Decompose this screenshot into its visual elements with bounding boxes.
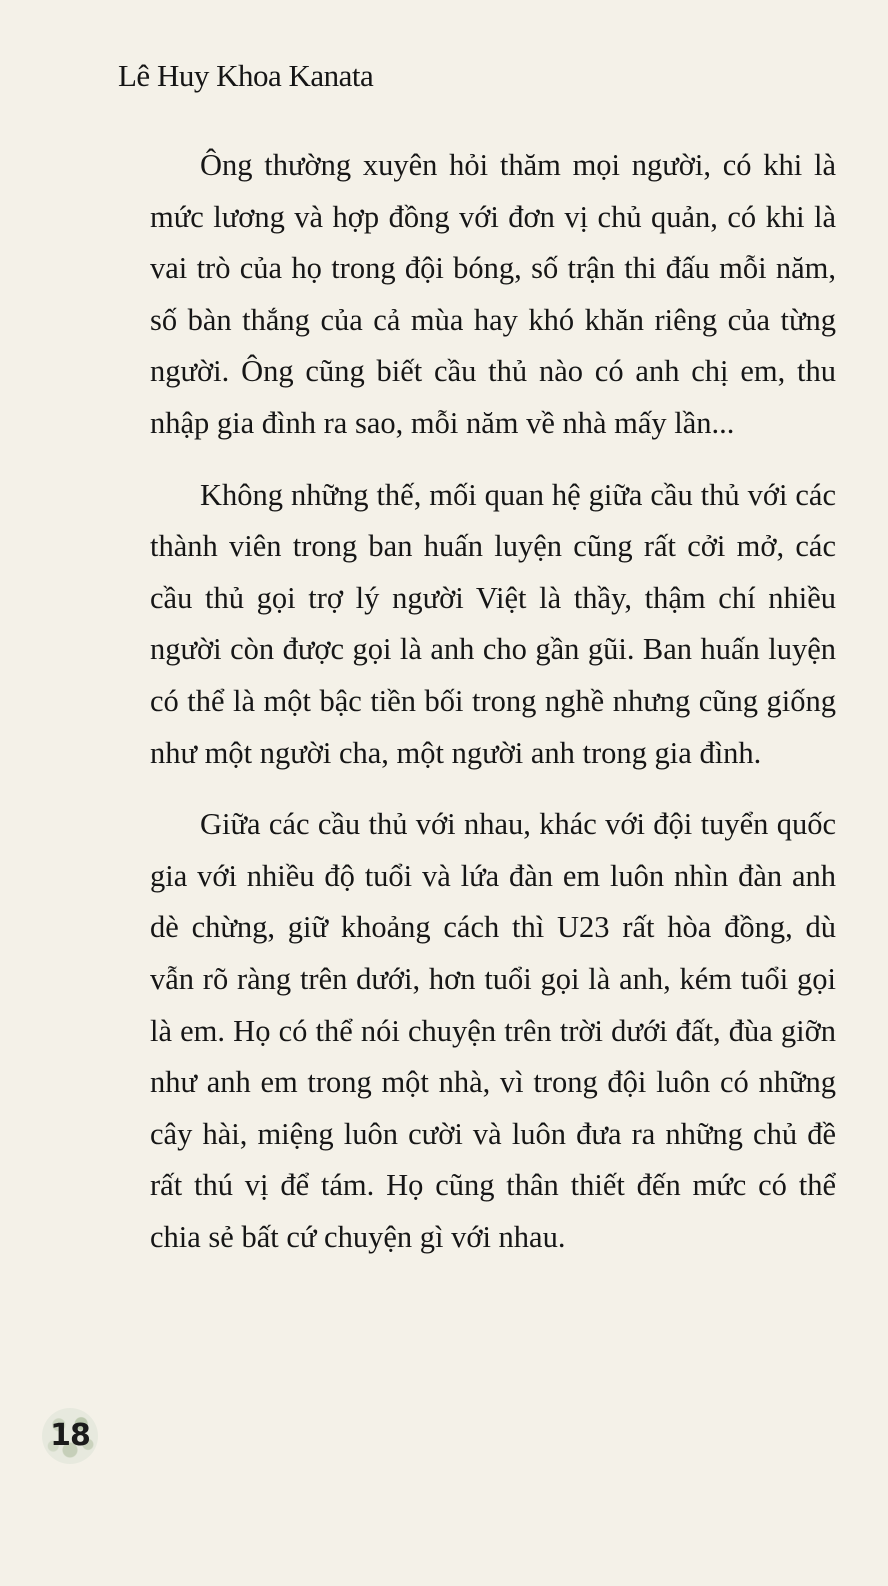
running-header-author: Lê Huy Khoa Kanata — [118, 58, 374, 93]
paragraph-1: Ông thường xuyên hỏi thăm mọi người, có khi là mức lương và hợp đồng với đơn vị chủ quản, có khi là vai trò của họ trong đội bóng, số trận thi đấu mỗi năm, số bàn thắng của cả mùa hay khó khăn riêng của từng người. Ông cũng biết cầu thủ nào có anh chị em, thu nhập gia đình ra sao, mỗi năm về nhà mấy lần... — [150, 148, 836, 440]
paragraph-2: Không những thế, mối quan hệ giữa cầu thủ với các thành viên trong ban huấn luyện cũng rất cởi mở, các cầu thủ gọi trợ lý người Việt là thầy, thậm chí nhiều người còn được gọi là anh cho gần gũi. Ban huấn luyện có thể là một bậc tiền bối trong nghề nhưng cũng giống như một người cha, một người anh trong gia đình. — [150, 477, 836, 770]
page-number: 18 — [50, 1418, 90, 1453]
body-text — [150, 140, 836, 1283]
paragraph-3: Giữa các cầu thủ với nhau, khác với đội tuyển quốc gia với nhiều độ tuổi và lứa đàn em luôn nhìn đàn anh dè chừng, giữ khoảng cách thì U23 rất hòa đồng, dù vẫn rõ ràng trên dưới, hơn tuổi gọi là anh, kém tuổi gọi là em. Họ có thể nói chuyện trên trời dưới đất, đùa giỡn như anh em trong một nhà, vì trong đội luôn có những cây hài, miệng luôn cười và luôn đưa ra những chủ đề rất thú vị để tám. Họ cũng thân thiết đến mức có thể chia sẻ bất cứ chuyện gì với nhau. — [150, 807, 836, 1254]
page-folio — [38, 1408, 102, 1464]
